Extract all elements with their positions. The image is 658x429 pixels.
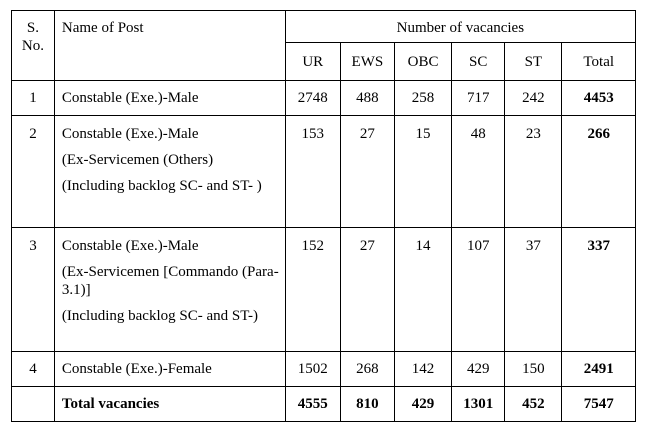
cell-obc: 258 — [394, 81, 451, 116]
cell-st: 150 — [505, 352, 562, 387]
header-row — [12, 11, 636, 43]
col-header-ews: EWS — [340, 43, 394, 81]
post-name — [54, 352, 285, 387]
row-sno: 2 — [12, 116, 55, 228]
col-header-ur: UR — [285, 43, 340, 81]
cell-total: 266 — [562, 116, 636, 228]
post-name-line: (Ex-Servicemen (Others) — [61, 152, 214, 168]
cell-obc: 15 — [394, 116, 451, 228]
col-header-sc: SC — [452, 43, 505, 81]
cell-obc: 14 — [394, 228, 451, 352]
cell-sc: 717 — [452, 81, 505, 116]
total-obc: 429 — [394, 387, 451, 422]
sno-header-line1: S. — [26, 20, 39, 36]
vacancies-group-header: Number of vacancies — [285, 11, 635, 43]
cell-ews: 27 — [340, 228, 394, 352]
post-name-line: (Including backlog SC- and ST- ) — [61, 178, 262, 194]
row-sno: 3 — [12, 228, 55, 352]
total-row — [12, 387, 636, 422]
row-sno: 4 — [12, 352, 55, 387]
sno-header-line2: No. — [21, 38, 44, 54]
cell-ews: 268 — [340, 352, 394, 387]
cell-st: 242 — [505, 81, 562, 116]
post-name-line: Constable (Exe.)-Female — [61, 361, 212, 377]
post-name-line: (Including backlog SC- and ST-) — [61, 308, 258, 324]
cell-total: 4453 — [562, 81, 636, 116]
total-ur: 4555 — [285, 387, 340, 422]
table-row — [12, 228, 636, 352]
total-grand: 7547 — [562, 387, 636, 422]
cell-ews: 27 — [340, 116, 394, 228]
post-name-line: Constable (Exe.)-Male — [61, 126, 199, 142]
col-header-obc: OBC — [394, 43, 451, 81]
cell-sc: 107 — [452, 228, 505, 352]
cell-obc: 142 — [394, 352, 451, 387]
sno-header — [12, 11, 55, 81]
cell-total: 2491 — [562, 352, 636, 387]
total-label: Total vacancies — [54, 387, 285, 422]
post-name — [54, 228, 285, 352]
cell-ur: 1502 — [285, 352, 340, 387]
total-st: 452 — [505, 387, 562, 422]
cell-total: 337 — [562, 228, 636, 352]
post-name-line: (Ex-Servicemen [Commando (Para-3.1)] — [61, 264, 279, 298]
table-row — [12, 116, 636, 228]
cell-ur: 152 — [285, 228, 340, 352]
cell-sc: 429 — [452, 352, 505, 387]
post-name — [54, 116, 285, 228]
cell-sc: 48 — [452, 116, 505, 228]
vacancy-table — [11, 10, 636, 422]
col-header-total: Total — [562, 43, 636, 81]
total-ews: 810 — [340, 387, 394, 422]
cell-st: 37 — [505, 228, 562, 352]
post-name-line: Constable (Exe.)-Male — [61, 238, 199, 254]
table-row — [12, 81, 636, 116]
cell-ews: 488 — [340, 81, 394, 116]
cell-ur: 2748 — [285, 81, 340, 116]
post-name — [54, 81, 285, 116]
table-row — [12, 352, 636, 387]
cell-st: 23 — [505, 116, 562, 228]
cell-ur: 153 — [285, 116, 340, 228]
post-name-line: Constable (Exe.)-Male — [61, 90, 199, 106]
name-header: Name of Post — [54, 11, 285, 81]
row-sno: 1 — [12, 81, 55, 116]
col-header-st: ST — [505, 43, 562, 81]
total-sc: 1301 — [452, 387, 505, 422]
total-row-sno — [12, 387, 55, 422]
